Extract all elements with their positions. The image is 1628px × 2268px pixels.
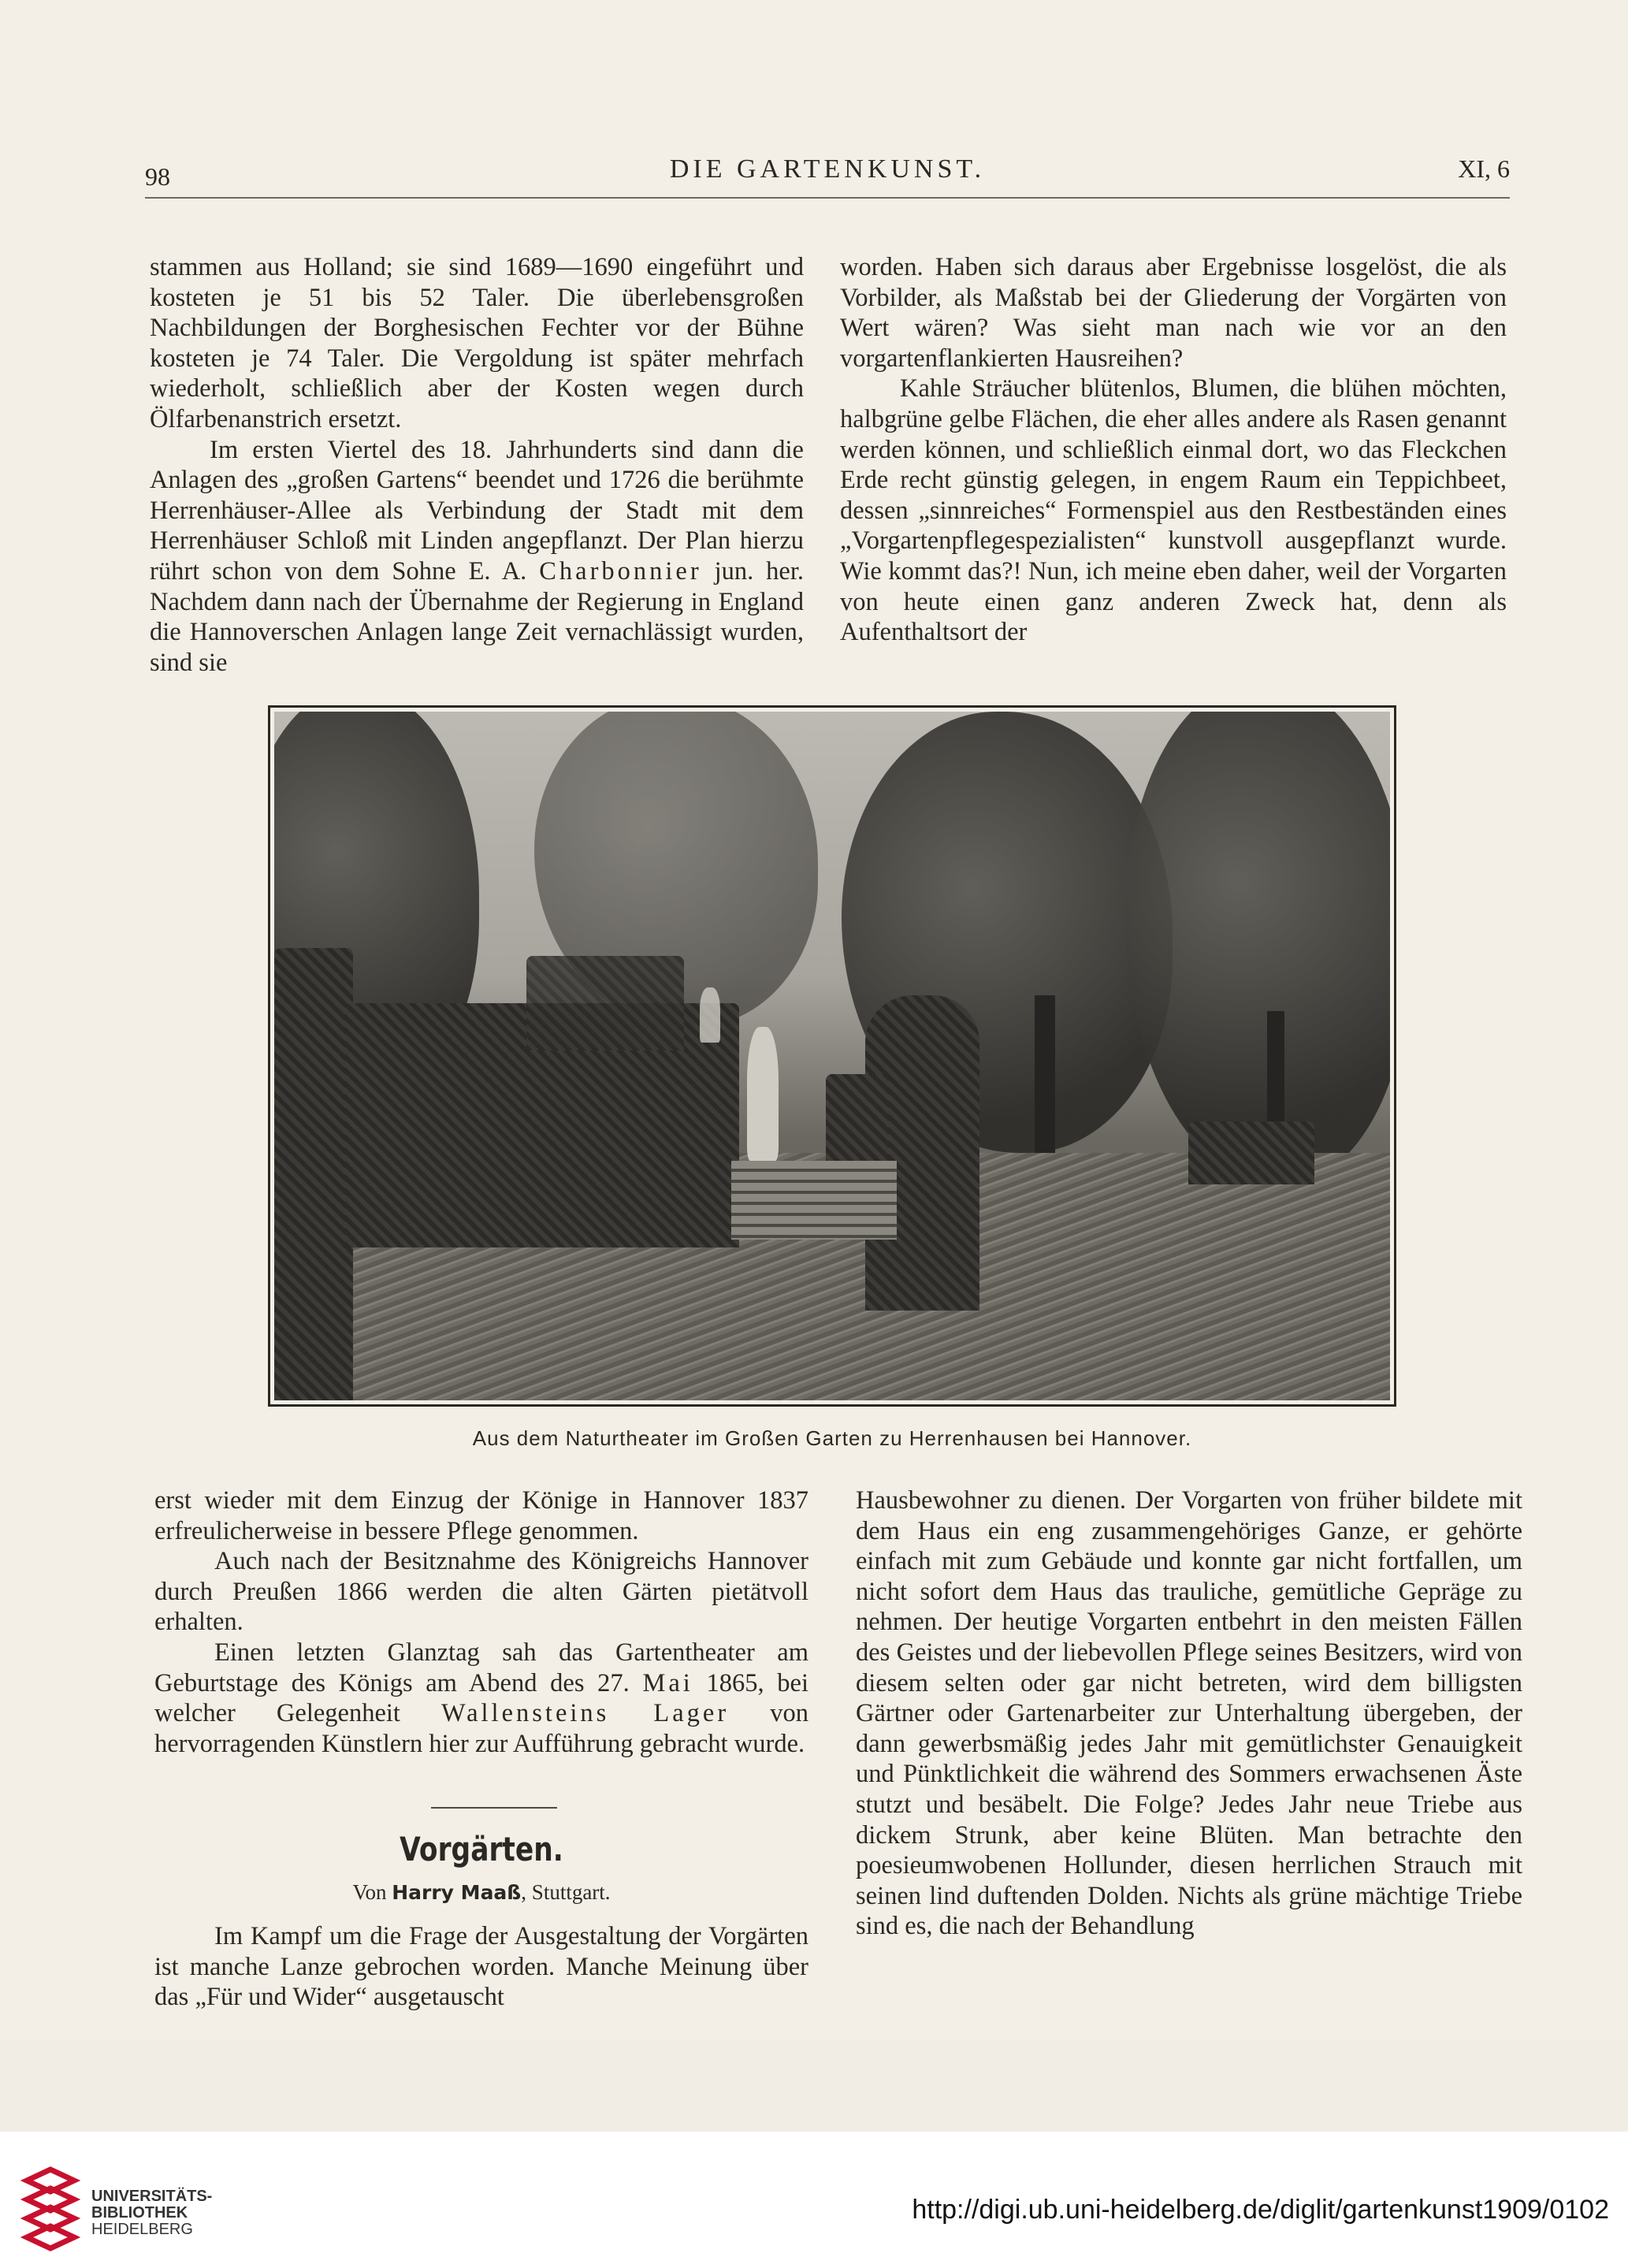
article-title: Vorgärten. xyxy=(400,1830,563,1868)
institution-line: BIBLIOTHEK xyxy=(91,2204,188,2222)
paragraph: erst wieder mit dem Einzug der Könige in Hannover 1837 erfreulicherweise in bessere Pflege genommen. xyxy=(154,1486,808,1545)
header-rule xyxy=(145,197,1510,199)
text-run: von hervorragenden Künstlern hier zur Aufführung gebracht wurde. xyxy=(154,1699,808,1758)
spaced-title: Wallensteins Lager xyxy=(441,1699,730,1728)
institution-line: HEIDELBERG xyxy=(91,2221,193,2238)
figure-caption: Aus dem Naturtheater im Großen Garten zu Herrenhausen bei Hannover. xyxy=(472,1426,1192,1450)
hedge-back xyxy=(526,956,684,1050)
spaced-month: Mai xyxy=(642,1668,693,1697)
left-column-top xyxy=(150,252,804,678)
paragraph: Im Kampf um die Frage der Ausgestaltung der Vorgärten ist manche Lanze gebrochen worden. Manche Meinung über das „Für und Wider“ ausgetauscht xyxy=(154,1922,808,2012)
paragraph: worden. Haben sich daraus aber Ergebnisse losgelöst, die als Vorbilder, als Maßstab bei der Gliederung der Vorgärten von Wert wären? Was sieht man nach wie vor an den vorgartenflankierten Hausreihen? xyxy=(840,253,1507,373)
byline-suffix: , Stuttgart. xyxy=(521,1880,611,1904)
paragraph xyxy=(150,435,804,679)
running-head xyxy=(145,154,1510,191)
issue-number: XI, 6 xyxy=(1458,154,1510,183)
text-run: jun. her. Nachdem dann nach der Übernahme der Regierung in England die Hannoverschen Anlagen lange Zeit vernachlässigt wurden, sind sie xyxy=(150,556,805,677)
text-run: Einen letzten Glanztag sah das Gartentheater am Geburtstage des Königs am Abend des 27. xyxy=(154,1638,808,1697)
institution-line: UNIVERSITÄTS- xyxy=(91,2188,213,2205)
library-footer xyxy=(0,2132,1628,2268)
paragraph: Hausbewohner zu dienen. Der Vorgarten von früher bildete mit dem Haus ein eng zusammengehöriges Ganze, er gehörte einfach mit zum Gebäude und konnte gar nicht fortfallen, um nicht sofort dem Haus das trauliche, gemütliche Gepräge zu nehmen. Der heutige Vorgarten entbehrt in den meisten Fällen des Geistes und der liebevollen Pflege seines Besitzers, wird von diesem selten oder gar nicht betreten, wird dem billigsten Gärtner oder Gartenarbeiter zur Unterhaltung übergeben, der dann gewerbsmäßig jedes Jahr mit gemütlichster Genauigkeit und Pünktlichkeit die während des Sommers erwachsenen Äste stutzt und besäbelt. Die Folge? Jedes Jahr neue Triebe aus dickem Strunk, aber keine Blüten. Man betrachte den poesieumwobenen Hollunder, diesen herrlichen Strauch mit seinen lind duftenden Dolden. Nichts als grüne mächtige Triebe sind es, die nach der Behandlung xyxy=(856,1486,1522,1941)
text-run: 1865, bei welcher Gelegenheit xyxy=(154,1668,808,1728)
author-name: Harry Maaß xyxy=(392,1881,522,1904)
institution-name[interactable] xyxy=(91,2188,212,2238)
right-column-bottom xyxy=(856,1485,1522,1942)
permalink-url[interactable]: http://digi.ub.uni-heidelberg.de/diglit/gartenkunst1909/0102 xyxy=(912,2195,1609,2225)
byline xyxy=(154,1880,808,1905)
paragraph: Auch nach der Besitznahme des Königreichs Hannover durch Preußen 1866 werden die alten Gärten pietätvoll erhalten. xyxy=(154,1547,808,1637)
statue xyxy=(747,1027,779,1161)
photo-scene xyxy=(274,712,1390,1400)
journal-title: DIE GARTENKUNST. xyxy=(669,154,986,184)
library-logo-icon[interactable] xyxy=(20,2165,80,2251)
paragraph: Kahle Sträucher blütenlos, Blumen, die blühen möchten, halbgrüne gelbe Flächen, die eher alles andere als Rasen genannt werden können, und schließlich einmal dort, wo das Fleckchen Erde recht günstig gelegen, in engem Raum ein Teppichbeet, dessen „sinnreiches“ Formenspiel aus den Restbeständen eines „Vorgartenpflegespezialisten“ kunstvoll ausgepflanzt wurde. Wie kommt das?! Nun, ich meine eben daher, weil der Vorgarten von heute einen ganz anderen Zweck hat, denn als Aufenthaltsort der xyxy=(840,374,1507,647)
paragraph xyxy=(154,1638,808,1759)
page-number: 98 xyxy=(145,162,170,191)
hedge-distant xyxy=(1188,1121,1314,1184)
spaced-name: Charbonnier xyxy=(539,556,702,586)
section-divider xyxy=(431,1807,557,1809)
paragraph: stammen aus Holland; sie sind 1689—1690 eingeführt und kosteten je 51 bis 52 Taler. Die überlebensgroßen Nachbildungen der Borghesischen Fechter vor der Bühne kosteten je 74 Taler. Die Vergoldung ist später mehrfach wiederholt, schließlich aber der Kosten wegen durch Ölfarbenanstrich ersetzt. xyxy=(150,253,804,433)
tree-right xyxy=(1125,712,1390,1184)
right-column-top xyxy=(840,252,1507,648)
hedge-left xyxy=(274,948,353,1400)
left-column-bottom xyxy=(154,1485,808,1759)
garden-photograph xyxy=(268,705,1396,1407)
stone-steps xyxy=(731,1161,897,1240)
text-run: Im ersten Viertel des 18. Jahrhunderts sind dann die Anlagen des „großen Gartens“ beendet und 1726 die berühmte Herrenhäuser-Allee als Verbindung der Stadt mit dem Herrenhäuser Schloß mit Linden angepflanzt. Der Plan hierzu rührt schon von dem Sohne E. A. xyxy=(150,435,804,586)
statue-small xyxy=(700,987,720,1043)
article-column xyxy=(154,1921,808,2013)
byline-prefix: Von xyxy=(352,1880,392,1904)
